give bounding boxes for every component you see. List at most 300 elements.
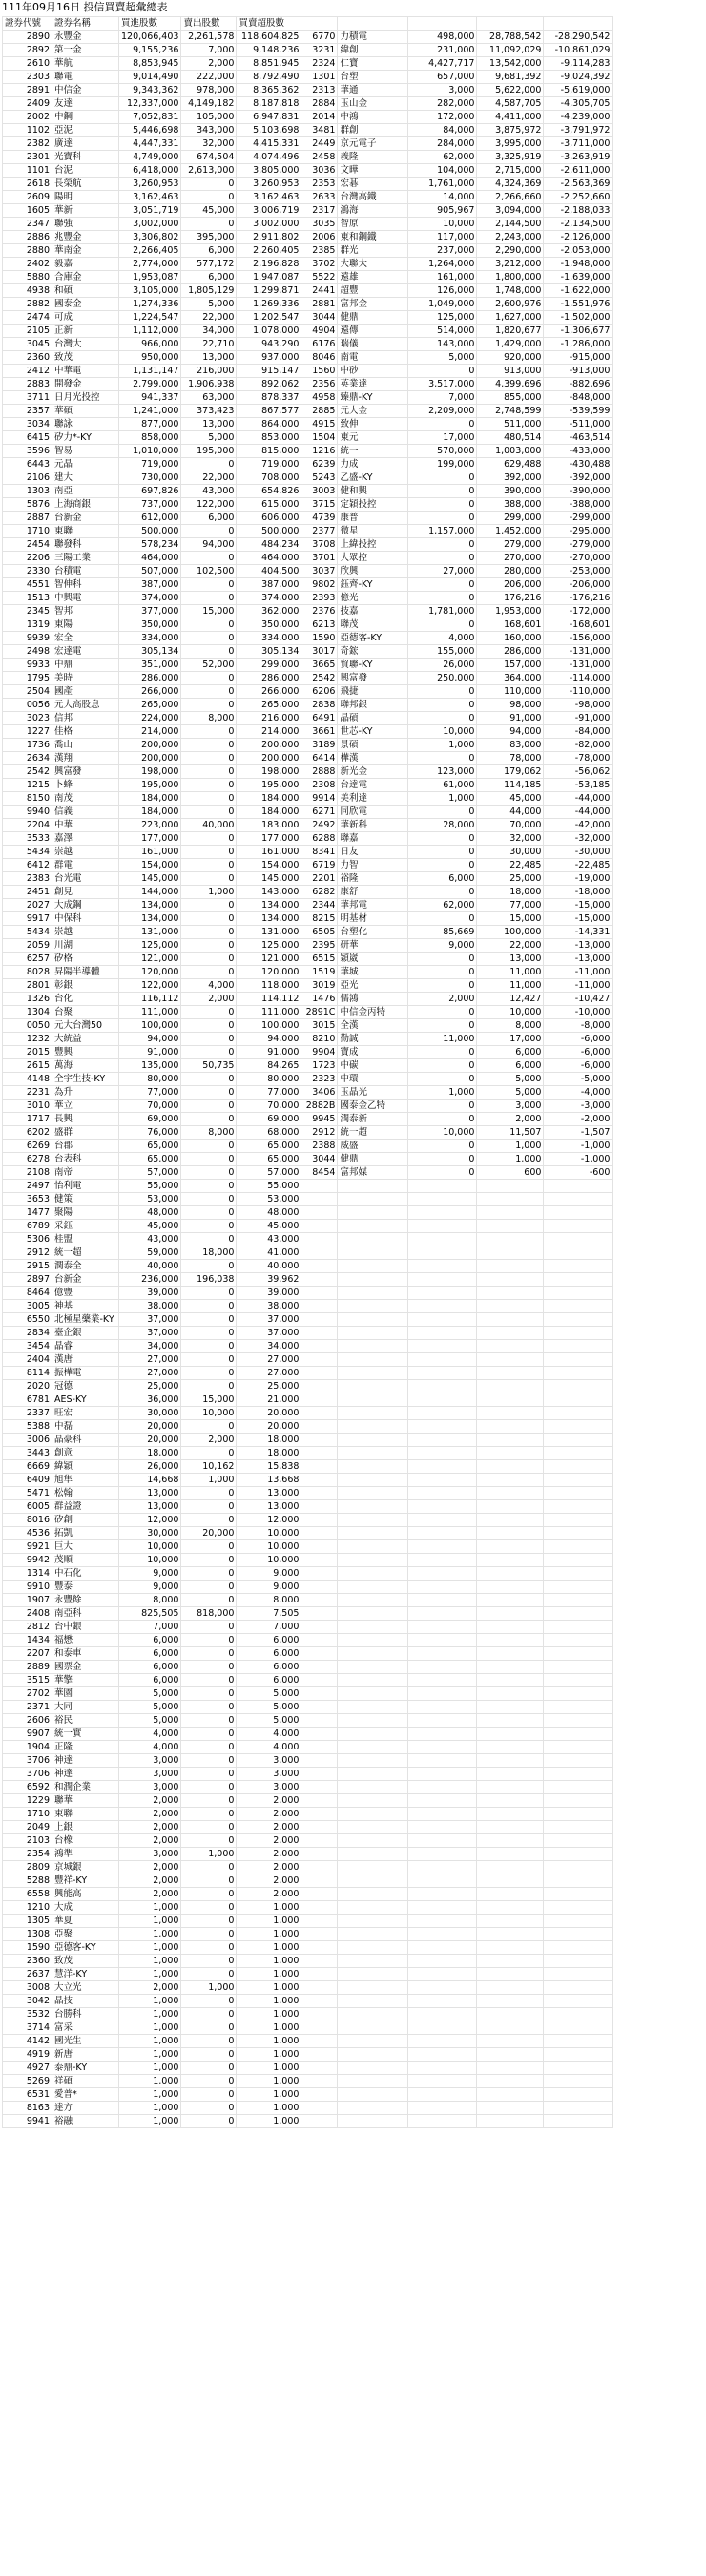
- table-cell: [544, 1434, 613, 1447]
- table-cell: -1,551,976: [544, 298, 613, 311]
- table-cell: 343,000: [181, 124, 237, 137]
- table-cell: [338, 1768, 408, 1781]
- table-cell: 建大: [52, 471, 119, 485]
- table-cell: 2317: [301, 204, 338, 218]
- table-cell: 0: [181, 752, 237, 765]
- table-cell: [338, 1380, 408, 1393]
- table-row: [3, 1246, 613, 1260]
- table-cell: [408, 2102, 477, 2115]
- table-cell: 3010: [3, 1100, 52, 1113]
- table-cell: 0: [181, 1300, 237, 1313]
- table-cell: 63,000: [181, 391, 237, 405]
- table-cell: 9910: [3, 1581, 52, 1594]
- table-cell: 13,542,000: [477, 57, 544, 71]
- table-cell: 511,000: [477, 418, 544, 431]
- table-cell: [477, 1848, 544, 1861]
- table-cell: [338, 1701, 408, 1714]
- table-cell: 2324: [301, 57, 338, 71]
- table-cell: 定穎投控: [338, 498, 408, 512]
- table-cell: 6,000: [408, 872, 477, 886]
- table-cell: [477, 1834, 544, 1848]
- table-cell: 55,000: [119, 1180, 181, 1193]
- table-cell: 0: [181, 1794, 237, 1808]
- table-cell: 亞光: [338, 979, 408, 993]
- table-cell: 4,587,705: [477, 97, 544, 111]
- table-cell: 80,000: [237, 1073, 301, 1086]
- table-cell: 123,000: [408, 765, 477, 779]
- table-cell: [544, 1634, 613, 1647]
- table-cell: 1,953,000: [477, 605, 544, 618]
- table-cell: [301, 1500, 338, 1514]
- table-cell: 3,000: [408, 84, 477, 97]
- table-cell: 0: [181, 1006, 237, 1019]
- table-cell: 2882: [3, 298, 52, 311]
- table-row: [3, 218, 613, 231]
- table-row: [3, 1153, 613, 1166]
- table-cell: 2360: [3, 351, 52, 365]
- table-cell: [544, 1500, 613, 1514]
- table-cell: [477, 2035, 544, 2048]
- table-cell: [544, 1915, 613, 1928]
- table-cell: 1319: [3, 618, 52, 632]
- table-cell: 2,144,500: [477, 218, 544, 231]
- table-row: [3, 685, 613, 699]
- table-cell: -388,000: [544, 498, 613, 512]
- table-cell: [301, 1607, 338, 1621]
- table-cell: [301, 1995, 338, 2008]
- table-cell: 2357: [3, 405, 52, 418]
- table-cell: 2,774,000: [119, 258, 181, 271]
- header-buy: 買進股數: [119, 17, 181, 31]
- table-cell: 0: [181, 1714, 237, 1728]
- table-row: [3, 739, 613, 752]
- table-cell: 4,074,496: [237, 151, 301, 164]
- table-cell: 18,000: [477, 886, 544, 899]
- table-row: [3, 1006, 613, 1019]
- table-cell: 1,000: [237, 2062, 301, 2075]
- table-cell: 0: [181, 899, 237, 912]
- table-cell: [544, 2035, 613, 2048]
- table-cell: 1519: [301, 966, 338, 979]
- table-cell: 0: [181, 765, 237, 779]
- table-cell: 盛群: [52, 1126, 119, 1140]
- table-cell: 9,000: [119, 1581, 181, 1594]
- table-cell: 0: [181, 1233, 237, 1246]
- table-cell: 0: [181, 1901, 237, 1915]
- table-cell: -6,000: [544, 1059, 613, 1073]
- table-cell: 南帝: [52, 1166, 119, 1180]
- table-cell: 6176: [301, 338, 338, 351]
- table-cell: 77,000: [477, 899, 544, 912]
- table-cell: 200,000: [237, 739, 301, 752]
- table-cell: 台達電: [338, 779, 408, 792]
- table-cell: 978,000: [181, 84, 237, 97]
- table-cell: 2542: [301, 672, 338, 685]
- table-cell: [477, 1661, 544, 1674]
- table-cell: 143,000: [237, 886, 301, 899]
- table-cell: 8,851,945: [237, 57, 301, 71]
- table-row: [3, 244, 613, 258]
- table-row: [3, 1781, 613, 1794]
- table-cell: -10,000: [544, 1006, 613, 1019]
- table-cell: 53,000: [119, 1193, 181, 1206]
- table-cell: [301, 1353, 338, 1367]
- table-cell: 8150: [3, 792, 52, 806]
- table-cell: 6257: [3, 953, 52, 966]
- table-row: [3, 1915, 613, 1928]
- table-cell: AES-KY: [52, 1393, 119, 1407]
- table-cell: 80,000: [119, 1073, 181, 1086]
- table-cell: 91,000: [119, 1046, 181, 1059]
- table-cell: 大立光: [52, 1981, 119, 1995]
- table-cell: 1,000: [119, 1915, 181, 1928]
- table-cell: 0: [408, 1100, 477, 1113]
- table-cell: 2,000: [119, 1874, 181, 1888]
- table-cell: 2337: [3, 1407, 52, 1420]
- table-cell: 4,427,717: [408, 57, 477, 71]
- table-cell: [477, 1821, 544, 1834]
- table-cell: [301, 2075, 338, 2088]
- table-cell: 39,962: [237, 1273, 301, 1287]
- table-cell: 2,000: [237, 1848, 301, 1861]
- table-cell: 388,000: [477, 498, 544, 512]
- table-cell: 2812: [3, 1621, 52, 1634]
- table-cell: 聯電: [52, 71, 119, 84]
- table-cell: 5,000: [119, 1701, 181, 1714]
- table-cell: -6,000: [544, 1033, 613, 1046]
- table-cell: [338, 1888, 408, 1901]
- table-cell: 技嘉: [338, 605, 408, 618]
- table-cell: 3044: [301, 1153, 338, 1166]
- table-cell: 0: [181, 846, 237, 859]
- table-row: [3, 1206, 613, 1220]
- table-cell: 0: [181, 1741, 237, 1754]
- table-row: [3, 84, 613, 97]
- table-cell: 4,000: [237, 1741, 301, 1754]
- table-cell: 群益證: [52, 1500, 119, 1514]
- table-cell: 2838: [301, 699, 338, 712]
- table-cell: 0: [181, 1019, 237, 1033]
- table-cell: -172,000: [544, 605, 613, 618]
- table-cell: 39,000: [119, 1287, 181, 1300]
- table-cell: -392,000: [544, 471, 613, 485]
- table-cell: 義隆: [338, 151, 408, 164]
- table-cell: 2881: [301, 298, 338, 311]
- table-cell: 10,162: [181, 1460, 237, 1474]
- table-cell: [338, 1300, 408, 1313]
- table-cell: [301, 2115, 338, 2128]
- table-cell: 286,000: [237, 672, 301, 685]
- table-cell: [544, 1367, 613, 1380]
- table-cell: 6491: [301, 712, 338, 725]
- table-cell: 2,209,000: [408, 405, 477, 418]
- table-cell: 1,202,547: [237, 311, 301, 325]
- table-cell: 91,000: [477, 712, 544, 725]
- table-cell: [301, 1581, 338, 1594]
- table-cell: 0: [408, 1046, 477, 1059]
- table-cell: 遠雄: [338, 271, 408, 284]
- table-cell: -9,024,392: [544, 71, 613, 84]
- table-cell: 1,000: [119, 1955, 181, 1968]
- table-cell: 2,000: [119, 1808, 181, 1821]
- table-cell: 111,000: [119, 1006, 181, 1019]
- table-cell: -10,427: [544, 993, 613, 1006]
- table-row: [3, 311, 613, 325]
- table-row: [3, 471, 613, 485]
- table-cell: 億豐: [52, 1287, 119, 1300]
- table-cell: [338, 1273, 408, 1287]
- table-cell: [338, 2102, 408, 2115]
- table-cell: [408, 1220, 477, 1233]
- table-cell: 元大高股息: [52, 699, 119, 712]
- table-cell: [408, 1287, 477, 1300]
- table-cell: 3019: [301, 979, 338, 993]
- table-cell: -882,696: [544, 378, 613, 391]
- table-cell: 1723: [301, 1059, 338, 1073]
- table-cell: [477, 1460, 544, 1474]
- table-cell: [408, 1995, 477, 2008]
- table-cell: 寶成: [338, 1046, 408, 1059]
- table-row: [3, 899, 613, 912]
- table-cell: 2,261,578: [181, 31, 237, 44]
- table-cell: 豐祥-KY: [52, 1874, 119, 1888]
- table-cell: -1,306,677: [544, 325, 613, 338]
- table-cell: 32,000: [181, 137, 237, 151]
- table-cell: 864,000: [237, 418, 301, 431]
- table-cell: [338, 1500, 408, 1514]
- table-cell: 120,000: [119, 966, 181, 979]
- table-cell: 0: [181, 739, 237, 752]
- table-cell: [408, 1874, 477, 1888]
- table-cell: -915,000: [544, 351, 613, 365]
- table-cell: 941,337: [119, 391, 181, 405]
- table-cell: -1,502,000: [544, 311, 613, 325]
- table-cell: [408, 1206, 477, 1220]
- table-cell: 5,000: [477, 1073, 544, 1086]
- table-cell: 1590: [301, 632, 338, 645]
- table-cell: 3714: [3, 2021, 52, 2035]
- table-cell: 0: [408, 418, 477, 431]
- table-cell: 3515: [3, 1674, 52, 1687]
- table-cell: [544, 1888, 613, 1901]
- table-row: [3, 1674, 613, 1687]
- table-cell: 198,000: [237, 765, 301, 779]
- table-cell: 華新科: [338, 819, 408, 832]
- table-cell: 1605: [3, 204, 52, 218]
- table-cell: [301, 1180, 338, 1193]
- table-cell: 晶豪科: [52, 1434, 119, 1447]
- table-cell: 2105: [3, 325, 52, 338]
- table-cell: 11,507: [477, 1126, 544, 1140]
- table-cell: [477, 1741, 544, 1754]
- table-cell: 10,000: [408, 1126, 477, 1140]
- table-cell: 48,000: [119, 1206, 181, 1220]
- table-cell: 500,000: [237, 525, 301, 538]
- table-cell: 1904: [3, 1741, 52, 1754]
- table-cell: 2345: [3, 605, 52, 618]
- table-cell: [301, 1554, 338, 1567]
- table-cell: 中石化: [52, 1567, 119, 1581]
- table-cell: -299,000: [544, 512, 613, 525]
- table-cell: 27,000: [119, 1353, 181, 1367]
- table-cell: [338, 1246, 408, 1260]
- table-cell: 0: [181, 458, 237, 471]
- table-row: [3, 1086, 613, 1100]
- table-cell: 9921: [3, 1540, 52, 1554]
- table-cell: 10,000: [408, 218, 477, 231]
- table-row: [3, 405, 613, 418]
- table-cell: 8454: [301, 1166, 338, 1180]
- table-cell: 0: [181, 1728, 237, 1741]
- table-cell: 0: [181, 859, 237, 872]
- table-cell: -2,053,000: [544, 244, 613, 258]
- table-cell: 2449: [301, 137, 338, 151]
- table-cell: [338, 1233, 408, 1246]
- table-cell: 5,446,698: [119, 124, 181, 137]
- table-cell: -270,000: [544, 552, 613, 565]
- table-cell: 100,000: [477, 926, 544, 939]
- table-cell: -463,514: [544, 431, 613, 445]
- table-row: [3, 1754, 613, 1768]
- table-cell: 1216: [301, 445, 338, 458]
- table-cell: 3,000: [237, 1768, 301, 1781]
- table-cell: [338, 1594, 408, 1607]
- table-cell: [338, 1340, 408, 1353]
- table-cell: 臺企銀: [52, 1327, 119, 1340]
- table-cell: 3023: [3, 712, 52, 725]
- table-cell: 茂順: [52, 1554, 119, 1567]
- table-cell: 0: [408, 1006, 477, 1019]
- table-cell: 台勝科: [52, 2008, 119, 2021]
- table-cell: 43,000: [119, 1233, 181, 1246]
- table-cell: -600: [544, 1166, 613, 1180]
- table-cell: 0: [181, 1327, 237, 1340]
- table-cell: [544, 2102, 613, 2115]
- table-cell: [301, 1540, 338, 1554]
- table-row: [3, 1527, 613, 1540]
- table-cell: 0: [408, 1166, 477, 1180]
- table-cell: 6,000: [181, 512, 237, 525]
- table-cell: 600: [477, 1166, 544, 1180]
- table-cell: 5876: [3, 498, 52, 512]
- table-cell: [338, 1420, 408, 1434]
- table-cell: 1,627,000: [477, 311, 544, 325]
- table-cell: 3231: [301, 44, 338, 57]
- table-cell: 161,000: [408, 271, 477, 284]
- table-cell: 1101: [3, 164, 52, 178]
- table-cell: 77,000: [119, 1086, 181, 1100]
- table-cell: 118,604,825: [237, 31, 301, 44]
- table-cell: 8016: [3, 1514, 52, 1527]
- table-cell: 2393: [301, 592, 338, 605]
- table-cell: 神基: [52, 1300, 119, 1313]
- table-cell: 0: [181, 1166, 237, 1180]
- table-cell: [544, 1901, 613, 1915]
- table-cell: [408, 1674, 477, 1687]
- table-row: [3, 752, 613, 765]
- table-cell: [301, 1968, 338, 1981]
- table-cell: 1,049,000: [408, 298, 477, 311]
- table-cell: 3005: [3, 1300, 52, 1313]
- header-sell: 賣出股數: [181, 17, 237, 31]
- table-cell: 5,000: [119, 1714, 181, 1728]
- table-row: [3, 445, 613, 458]
- table-cell: 3,212,000: [477, 258, 544, 271]
- table-cell: [544, 1300, 613, 1313]
- table-row: [3, 1821, 613, 1834]
- table-cell: [301, 1434, 338, 1447]
- table-cell: [477, 1995, 544, 2008]
- table-cell: 祥碩: [52, 2075, 119, 2088]
- table-cell: [544, 1928, 613, 1941]
- table-cell: 2889: [3, 1661, 52, 1674]
- table-cell: 0: [408, 912, 477, 926]
- table-row: [3, 1193, 613, 1206]
- table-cell: 62,000: [408, 151, 477, 164]
- table-cell: -2,611,000: [544, 164, 613, 178]
- table-cell: 299,000: [477, 512, 544, 525]
- table-cell: 0: [408, 699, 477, 712]
- table-cell: [301, 1447, 338, 1460]
- table-cell: [408, 1233, 477, 1246]
- table-cell: [301, 1246, 338, 1260]
- table-cell: 0: [181, 1220, 237, 1233]
- table-cell: 5269: [3, 2075, 52, 2088]
- table-cell: -2,188,033: [544, 204, 613, 218]
- table-cell: 40,000: [181, 819, 237, 832]
- table-cell: 億光: [338, 592, 408, 605]
- table-header: [3, 17, 613, 31]
- table-cell: [301, 2008, 338, 2021]
- table-cell: 38,000: [119, 1300, 181, 1313]
- table-cell: [477, 1594, 544, 1607]
- table-row: [3, 1166, 613, 1180]
- table-cell: 中鋼: [52, 111, 119, 124]
- table-row: [3, 725, 613, 739]
- table-cell: 117,000: [408, 231, 477, 244]
- table-row: [3, 1367, 613, 1380]
- table-cell: 1476: [301, 993, 338, 1006]
- table-cell: [544, 1594, 613, 1607]
- table-cell: [477, 2102, 544, 2115]
- table-cell: 3715: [301, 498, 338, 512]
- table-cell: 4919: [3, 2048, 52, 2062]
- table-cell: -18,000: [544, 886, 613, 899]
- table-row: [3, 1928, 613, 1941]
- table-cell: [477, 1794, 544, 1808]
- table-cell: 8,792,490: [237, 71, 301, 84]
- table-cell: 永豐金: [52, 31, 119, 44]
- table-cell: 286,000: [477, 645, 544, 659]
- table-cell: 2049: [3, 1821, 52, 1834]
- table-cell: 0: [181, 1180, 237, 1193]
- sheet-title: 111年09月16日 投信買賣超彙總表: [2, 1, 168, 13]
- table-cell: 3,306,802: [119, 231, 181, 244]
- table-cell: 8,000: [181, 1126, 237, 1140]
- table-cell: 5,000: [237, 1687, 301, 1701]
- table-cell: 1,000: [237, 1968, 301, 1981]
- table-cell: 176,216: [477, 592, 544, 605]
- table-cell: -206,000: [544, 578, 613, 592]
- table-cell: 2,000: [237, 1794, 301, 1808]
- table-cell: 2882B: [301, 1100, 338, 1113]
- table-cell: [301, 1313, 338, 1327]
- table-cell: 3,260,953: [119, 178, 181, 191]
- table-cell: -511,000: [544, 418, 613, 431]
- table-cell: 0: [181, 1447, 237, 1460]
- table-cell: 22,000: [181, 311, 237, 325]
- table-cell: 0: [181, 1781, 237, 1794]
